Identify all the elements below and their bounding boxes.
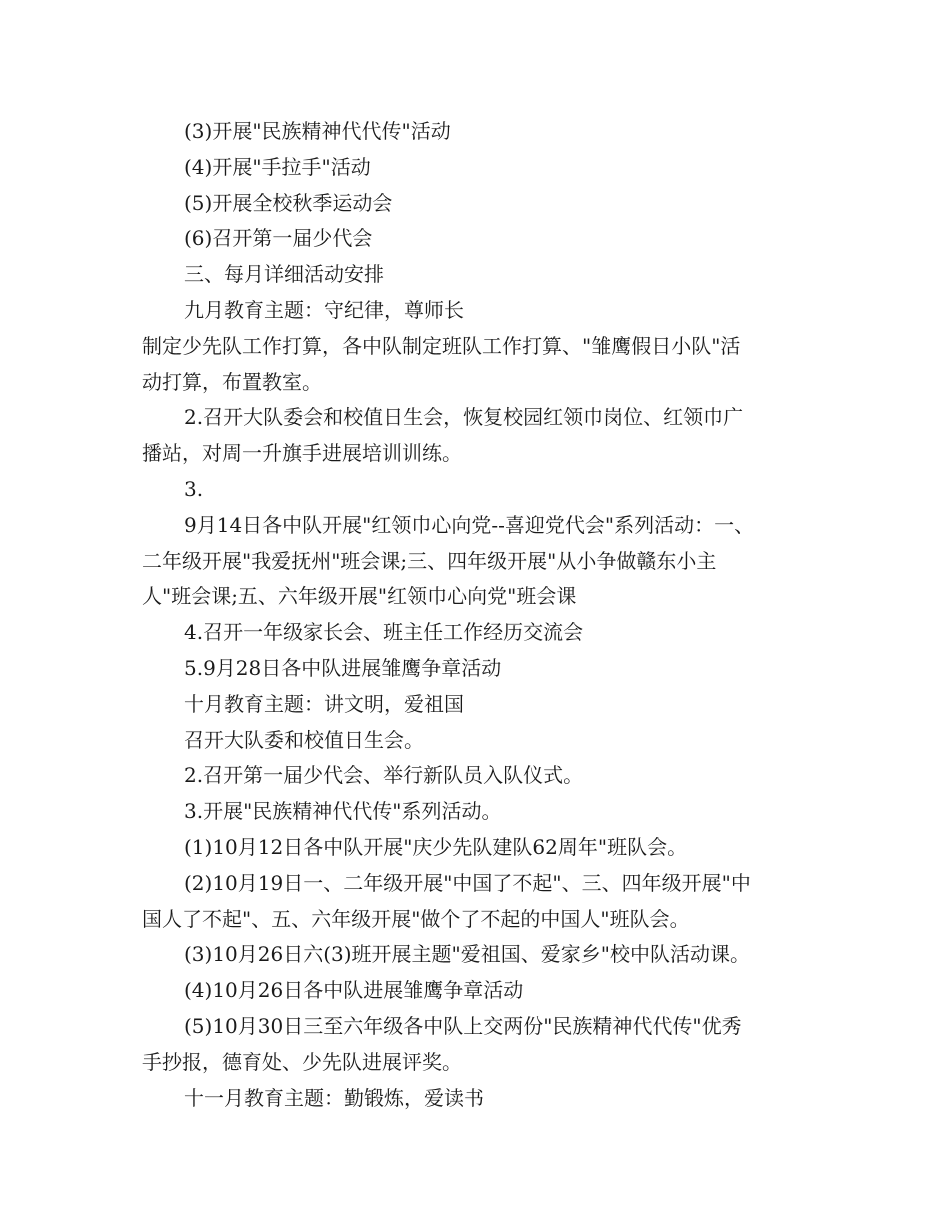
text-line: (1)10月12日各中队开展"庆少先队建队62周年"班队会。 — [184, 834, 688, 859]
text-line: 制定少先队工作打算，各中队制定班队工作打算、"雏鹰假日小队"活 — [142, 333, 741, 358]
text-line: (6)召开第一届少代会 — [184, 226, 373, 251]
text-line: 手抄报，德育处、少先队进展评奖。 — [142, 1049, 462, 1074]
text-line: (3)开展"民族精神代代传"活动 — [184, 119, 451, 143]
text-line: 播站，对周一升旗手进展培训训练。 — [142, 441, 462, 466]
text-line: 十月教育主题：讲文明，爱祖国 — [184, 691, 464, 716]
text-line: 动打算，布置教室。 — [142, 369, 322, 394]
document-body — [142, 114, 822, 1116]
text-line: 2.召开第一届少代会、举行新队员入队仪式。 — [184, 763, 584, 788]
text-line: 九月教育主题：守纪律，尊师长 — [184, 297, 464, 322]
text-line: (5)10月30日三至六年级各中队上交两份"民族精神代代传"优秀 — [184, 1013, 742, 1038]
text-line: 十一月教育主题：勤锻炼，爱读书 — [184, 1085, 484, 1110]
text-line: (5)开展全校秋季运动会 — [184, 190, 393, 215]
text-line: 5.9月28日各中队进展雏鹰争章活动 — [184, 655, 502, 680]
text-line: 召开大队委和校值日生会。 — [184, 727, 424, 752]
text-line: 国人了不起"、五、六年级开展"做个了不起的中国人"班队会。 — [142, 906, 690, 931]
text-line: (2)10月19日一、二年级开展"中国了不起"、三、四年级开展"中 — [184, 870, 751, 895]
text-line: (4)10月26日各中队进展雏鹰争章活动 — [184, 978, 524, 1003]
text-line: (4)开展"手拉手"活动 — [184, 154, 371, 179]
text-line: 3.开展"民族精神代代传"系列活动。 — [184, 799, 502, 824]
text-line: 二年级开展"我爱抚州"班会课;三、四年级开展"从小争做赣东小主 — [142, 548, 717, 573]
text-line: 人"班会课;五、六年级开展"红领巾心向党"班会课 — [142, 584, 577, 609]
text-line: 4.召开一年级家长会、班主任工作经历交流会 — [184, 620, 584, 645]
text-line: 9月14日各中队开展"红领巾心向党--喜迎党代会"系列活动：一、 — [184, 512, 755, 537]
text-line: (3)10月26日六(3)班开展主题"爱祖国、爱家乡"校中队活动课。 — [184, 942, 750, 967]
text-line: 3. — [184, 476, 204, 501]
text-line: 三、每月详细活动安排 — [184, 262, 384, 287]
text-line: 2.召开大队委会和校值日生会，恢复校园红领巾岗位、红领巾广 — [184, 405, 744, 430]
